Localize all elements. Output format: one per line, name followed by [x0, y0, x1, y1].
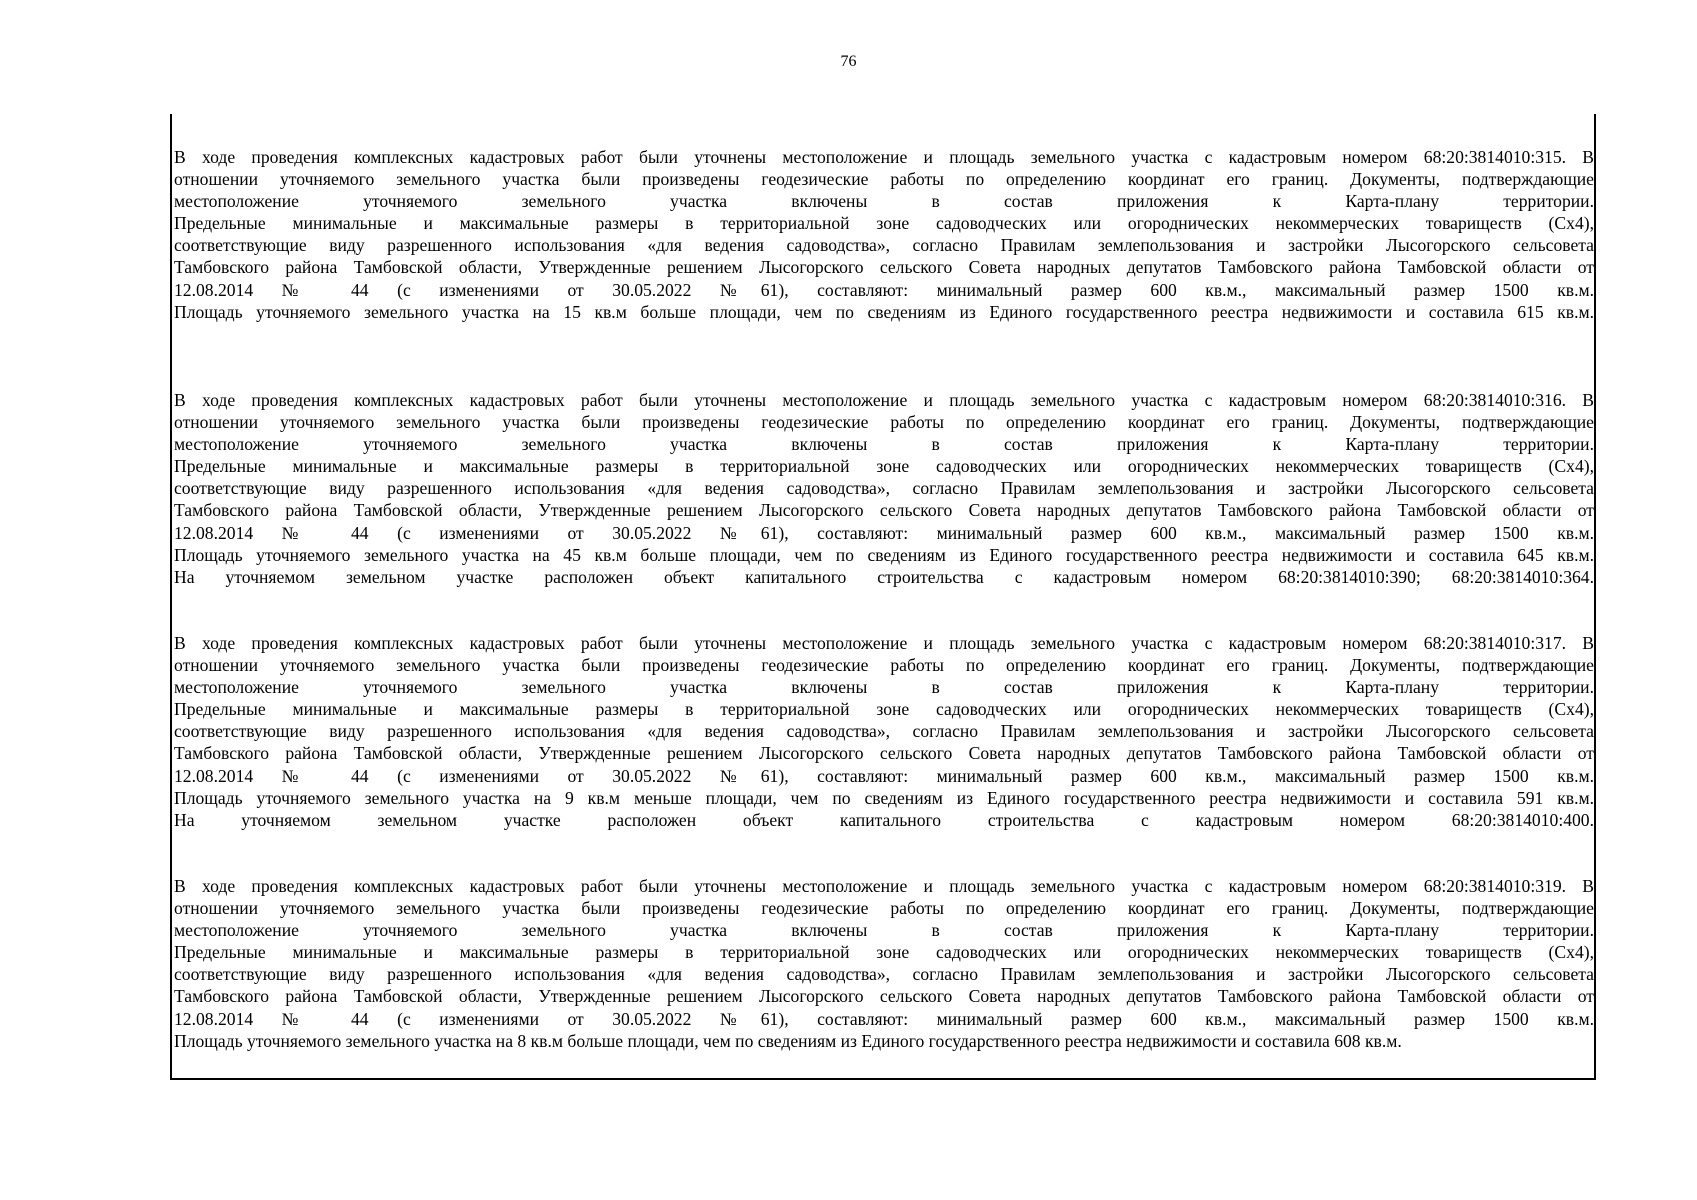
text-line: В ходе проведения комплексных кадастровых работ были уточнены местоположение и площадь земельного участка с кадастровым номером 68:20:3814010:317. В: [174, 633, 1594, 653]
text-line: отношении уточняемого земельного участка были произведены геодезические работы по определению координат его границ. Документы, подтверждающие: [174, 898, 1594, 919]
text-line: В ходе проведения комплексных кадастровых работ были уточнены местоположение и площадь земельного участка с кадастровым номером 68:20:3814010:316. В: [174, 390, 1594, 410]
content-frame: [170, 114, 1596, 1080]
text-line: отношении уточняемого земельного участка были произведены геодезические работы по определению координат его границ. Документы, подтверждающие: [174, 412, 1594, 433]
text-line: 12.08.2014 № 44 (с изменениями от 30.05.2022 №61), составляют: минимальный размер 600 кв.м., максимальный размер 1500 кв.м.: [174, 522, 1594, 543]
text-line: Тамбовского района Тамбовской области, Утвержденные решением Лысогорского сельского Совета народных депутатов Тамбовского района Тамбовской области от: [174, 743, 1594, 764]
text-line: соответствующие виду разрешенного использования «для ведения садоводства», согласно Правилам землепользования и застройки Лысогорского сельсовета: [174, 721, 1594, 742]
text-line: На уточняемом земельном участке расположен объект капитального строительства с кадастровым номером 68:20:3814010:390; 68:20:3814010:364.: [174, 566, 1594, 587]
text-line: На уточняемом земельном участке расположен объект капитального строительства с кадастровым номером 68:20:3814010:400.: [174, 809, 1594, 830]
text-line: местоположение уточняемого земельного участка включены в состав приложения к Карта-плану территории.: [174, 920, 1594, 941]
text-line: Предельные минимальные и максимальные размеры в территориальной зоне садоводческих или огороднических некоммерческих товариществ (Сх4),: [174, 699, 1594, 720]
text-line: 12.08.2014 № 44 (с изменениями от 30.05.2022 №61), составляют: минимальный размер 600 кв.м., максимальный размер 1500 кв.м.: [174, 1008, 1594, 1029]
paragraph-317: [174, 632, 1594, 831]
text-line: В ходе проведения комплексных кадастровых работ были уточнены местоположение и площадь земельного участка с кадастровым номером 68:20:3814010:315. В: [174, 147, 1594, 167]
text-line: соответствующие виду разрешенного использования «для ведения садоводства», согласно Правилам землепользования и застройки Лысогорского сельсовета: [174, 478, 1594, 499]
page-number: 76: [840, 53, 857, 70]
text-line: соответствующие виду разрешенного использования «для ведения садоводства», согласно Правилам землепользования и застройки Лысогорского сельсовета: [174, 964, 1594, 985]
text-line: соответствующие виду разрешенного использования «для ведения садоводства», согласно Правилам землепользования и застройки Лысогорского сельсовета: [174, 235, 1594, 256]
text-line: В ходе проведения комплексных кадастровых работ были уточнены местоположение и площадь земельного участка с кадастровым номером 68:20:3814010:319. В: [174, 876, 1594, 896]
text-line: 12.08.2014 № 44 (с изменениями от 30.05.2022 №61), составляют: минимальный размер 600 кв.м., максимальный размер 1500 кв.м.: [174, 765, 1594, 786]
paragraph-315: [174, 146, 1594, 323]
text-line: местоположение уточняемого земельного участка включены в состав приложения к Карта-плану территории.: [174, 191, 1594, 212]
text-line: 12.08.2014 № 44 (с изменениями от 30.05.2022 №61), составляют: минимальный размер 600 кв.м., максимальный размер 1500 кв.м.: [174, 279, 1594, 300]
text-line: Предельные минимальные и максимальные размеры в территориальной зоне садоводческих или огороднических некоммерческих товариществ (Сх4),: [174, 456, 1594, 477]
text-line: Площадь уточняемого земельного участка на 15 кв.м больше площади, чем по сведениям из Единого государственного реестра недвижимости и составила 615 кв.м.: [174, 301, 1594, 322]
text-line: местоположение уточняемого земельного участка включены в состав приложения к Карта-плану территории.: [174, 434, 1594, 455]
text-line: Площадь уточняемого земельного участка на 9 кв.м меньше площади, чем по сведениям из Единого государственного реестра недвижимости и составила 591 кв.м.: [174, 787, 1594, 808]
text-line: Площадь уточняемого земельного участка на 8 кв.м больше площади, чем по сведениям из Единого государственного реестра недвижимости и составила 608 кв.м.: [174, 1030, 1402, 1051]
text-line: Тамбовского района Тамбовской области, Утвержденные решением Лысогорского сельского Совета народных депутатов Тамбовского района Тамбовской области от: [174, 500, 1594, 521]
text-line: местоположение уточняемого земельного участка включены в состав приложения к Карта-плану территории.: [174, 677, 1594, 698]
text-line: Предельные минимальные и максимальные размеры в территориальной зоне садоводческих или огороднических некоммерческих товариществ (Сх4),: [174, 213, 1594, 234]
text-line: отношении уточняемого земельного участка были произведены геодезические работы по определению координат его границ. Документы, подтверждающие: [174, 655, 1594, 676]
paragraph-319: [174, 875, 1594, 1052]
text-line: Предельные минимальные и максимальные размеры в территориальной зоне садоводческих или огороднических некоммерческих товариществ (Сх4),: [174, 942, 1594, 963]
text-line: Тамбовского района Тамбовской области, Утвержденные решением Лысогорского сельского Совета народных депутатов Тамбовского района Тамбовской области от: [174, 257, 1594, 278]
text-line: Площадь уточняемого земельного участка на 45 кв.м больше площади, чем по сведениям из Единого государственного реестра недвижимости и составила 645 кв.м.: [174, 544, 1594, 565]
paragraph-316: [174, 389, 1594, 588]
text-line: Тамбовского района Тамбовской области, Утвержденные решением Лысогорского сельского Совета народных депутатов Тамбовского района Тамбовской области от: [174, 986, 1594, 1007]
text-line: отношении уточняемого земельного участка были произведены геодезические работы по определению координат его границ. Документы, подтверждающие: [174, 169, 1594, 190]
